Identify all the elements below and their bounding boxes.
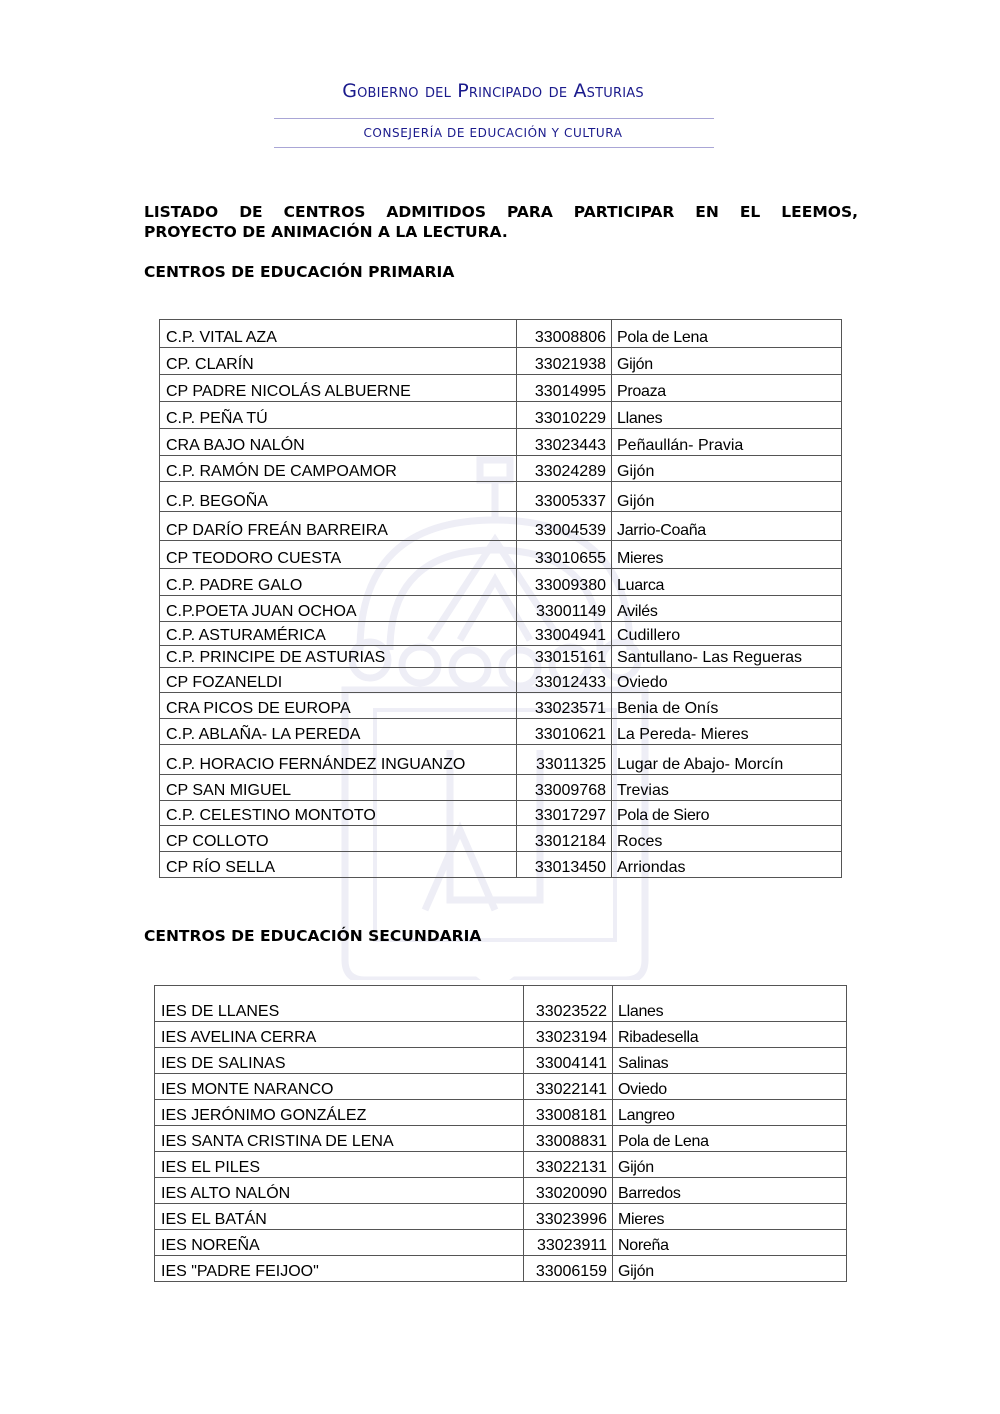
school-name-cell: CP RÍO SELLA — [160, 852, 517, 878]
school-location-cell: Pola de Lena — [613, 1126, 847, 1152]
school-name-cell: CP DARÍO FREÁN BARREIRA — [160, 512, 517, 541]
header-divider-top — [274, 118, 714, 119]
table-row — [160, 456, 842, 482]
table-row — [155, 1152, 847, 1178]
school-name-cell: IES NOREÑA — [155, 1230, 524, 1256]
school-code-cell: 33012433 — [517, 668, 612, 693]
school-code-cell: 33023996 — [524, 1204, 613, 1230]
school-location-cell: Gijón — [612, 348, 842, 375]
school-name-cell: IES JERÓNIMO GONZÁLEZ — [155, 1100, 524, 1126]
table-row — [155, 1048, 847, 1074]
school-code-cell: 33020090 — [524, 1178, 613, 1204]
school-location-cell: Lugar de Abajo- Morcín — [612, 745, 842, 775]
table-row — [155, 1074, 847, 1100]
school-code-cell: 33008831 — [524, 1126, 613, 1152]
school-name-cell: CP FOZANELDI — [160, 668, 517, 693]
school-location-cell: Pola de Siero — [612, 801, 842, 826]
table-row — [160, 596, 842, 622]
school-code-cell: 33004141 — [524, 1048, 613, 1074]
table-row — [160, 569, 842, 596]
school-code-cell: 33011325 — [517, 745, 612, 775]
school-name-cell: C.P.POETA JUAN OCHOA — [160, 596, 517, 622]
school-location-cell: Proaza — [612, 375, 842, 402]
school-name-cell: CP TEODORO CUESTA — [160, 541, 517, 569]
table-row — [160, 826, 842, 852]
school-code-cell: 33017297 — [517, 801, 612, 826]
school-location-cell: Oviedo — [612, 668, 842, 693]
school-name-cell: C.P. ASTURAMÉRICA — [160, 622, 517, 646]
document-title-line-1: LISTADO DE CENTROS ADMITIDOS PARA PARTICIPAR EN EL LEEMOS, — [144, 203, 858, 221]
school-location-cell: Llanes — [613, 986, 847, 1022]
school-location-cell: Trevias — [612, 775, 842, 801]
school-location-cell: Santullano- Las Regueras — [612, 646, 842, 668]
table-row — [160, 402, 842, 429]
school-name-cell: IES ALTO NALÓN — [155, 1178, 524, 1204]
school-location-cell: Llanes — [612, 402, 842, 429]
school-location-cell: Langreo — [613, 1100, 847, 1126]
school-code-cell: 33010621 — [517, 719, 612, 745]
school-code-cell: 33008806 — [517, 320, 612, 348]
school-code-cell: 33023194 — [524, 1022, 613, 1048]
school-location-cell: Pola de Lena — [612, 320, 842, 348]
school-name-cell: IES AVELINA CERRA — [155, 1022, 524, 1048]
department-name: CONSEJERÍA DE EDUCACIÓN Y CULTURA — [363, 126, 623, 140]
document-title — [144, 202, 858, 242]
school-location-cell: Gijón — [613, 1152, 847, 1178]
school-code-cell: 33010229 — [517, 402, 612, 429]
table-row — [155, 986, 847, 1022]
table-secundaria — [154, 985, 847, 1282]
school-code-cell: 33024289 — [517, 456, 612, 482]
school-code-cell: 33006159 — [524, 1256, 613, 1282]
table-row — [160, 693, 842, 719]
section-heading-secundaria: CENTROS DE EDUCACIÓN SECUNDARIA — [144, 927, 482, 945]
header-divider-bottom — [274, 147, 714, 148]
school-code-cell: 33021938 — [517, 348, 612, 375]
table-row — [160, 541, 842, 569]
school-location-cell: Gijón — [613, 1256, 847, 1282]
organization-name-text: Gobierno del Principado de Asturias — [342, 80, 644, 102]
school-location-cell: Salinas — [613, 1048, 847, 1074]
school-name-cell: IES SANTA CRISTINA DE LENA — [155, 1126, 524, 1152]
school-name-cell: C.P. PADRE GALO — [160, 569, 517, 596]
school-code-cell: 33009380 — [517, 569, 612, 596]
table-row — [160, 512, 842, 541]
school-location-cell: Avilés — [612, 596, 842, 622]
table-row — [160, 375, 842, 402]
table-row — [160, 745, 842, 775]
table-row — [160, 320, 842, 348]
table-row — [160, 348, 842, 375]
section-heading-primaria: CENTROS DE EDUCACIÓN PRIMARIA — [144, 263, 455, 281]
school-code-cell: 33005337 — [517, 482, 612, 512]
school-location-cell: Cudillero — [612, 622, 842, 646]
school-code-cell: 33023522 — [524, 986, 613, 1022]
school-location-cell: Gijón — [612, 456, 842, 482]
school-name-cell: CP SAN MIGUEL — [160, 775, 517, 801]
school-name-cell: IES EL PILES — [155, 1152, 524, 1178]
school-code-cell: 33015161 — [517, 646, 612, 668]
table-row — [155, 1230, 847, 1256]
table-row — [160, 801, 842, 826]
school-location-cell: Gijón — [612, 482, 842, 512]
document-title-line-2: PROYECTO DE ANIMACIÓN A LA LECTURA. — [144, 223, 508, 241]
school-name-cell: CP. CLARÍN — [160, 348, 517, 375]
school-code-cell: 33008181 — [524, 1100, 613, 1126]
table-row — [160, 668, 842, 693]
school-name-cell: C.P. HORACIO FERNÁNDEZ INGUANZO — [160, 745, 517, 775]
school-location-cell: Luarca — [612, 569, 842, 596]
school-location-cell: Oviedo — [613, 1074, 847, 1100]
table-row — [155, 1178, 847, 1204]
school-location-cell: Noreña — [613, 1230, 847, 1256]
table-row — [160, 775, 842, 801]
school-name-cell: IES EL BATÁN — [155, 1204, 524, 1230]
school-location-cell: Mieres — [612, 541, 842, 569]
school-name-cell: IES DE SALINAS — [155, 1048, 524, 1074]
school-code-cell: 33022131 — [524, 1152, 613, 1178]
school-name-cell: C.P. ABLAÑA- LA PEREDA — [160, 719, 517, 745]
school-name-cell: C.P. VITAL AZA — [160, 320, 517, 348]
school-name-cell: C.P. RAMÓN DE CAMPOAMOR — [160, 456, 517, 482]
table-primaria — [159, 319, 842, 878]
school-code-cell: 33004941 — [517, 622, 612, 646]
table-row — [155, 1126, 847, 1152]
school-code-cell: 33004539 — [517, 512, 612, 541]
school-code-cell: 33009768 — [517, 775, 612, 801]
table-row — [155, 1256, 847, 1282]
school-location-cell: La Pereda- Mieres — [612, 719, 842, 745]
table-row — [155, 1022, 847, 1048]
school-name-cell: C.P. CELESTINO MONTOTO — [160, 801, 517, 826]
school-code-cell: 33023911 — [524, 1230, 613, 1256]
school-name-cell: CRA PICOS DE EUROPA — [160, 693, 517, 719]
organization-name — [0, 80, 986, 102]
table-row — [160, 646, 842, 668]
school-code-cell: 33023571 — [517, 693, 612, 719]
school-name-cell: CP COLLOTO — [160, 826, 517, 852]
school-code-cell: 33012184 — [517, 826, 612, 852]
school-code-cell: 33013450 — [517, 852, 612, 878]
table-row — [160, 482, 842, 512]
school-name-cell: C.P. BEGOÑA — [160, 482, 517, 512]
school-location-cell: Roces — [612, 826, 842, 852]
school-name-cell: CRA BAJO NALÓN — [160, 429, 517, 456]
school-location-cell: Ribadesella — [613, 1022, 847, 1048]
school-code-cell: 33023443 — [517, 429, 612, 456]
school-code-cell: 33001149 — [517, 596, 612, 622]
school-code-cell: 33022141 — [524, 1074, 613, 1100]
table-row — [160, 852, 842, 878]
school-name-cell: CP PADRE NICOLÁS ALBUERNE — [160, 375, 517, 402]
table-row — [160, 719, 842, 745]
school-location-cell: Jarrio-Coaña — [612, 512, 842, 541]
table-row — [160, 429, 842, 456]
school-location-cell: Peñaullán- Pravia — [612, 429, 842, 456]
table-row — [160, 622, 842, 646]
school-location-cell: Barredos — [613, 1178, 847, 1204]
table-row — [155, 1204, 847, 1230]
school-name-cell: C.P. PEÑA TÚ — [160, 402, 517, 429]
school-location-cell: Benia de Onís — [612, 693, 842, 719]
school-name-cell: IES "PADRE FEIJOO" — [155, 1256, 524, 1282]
school-code-cell: 33010655 — [517, 541, 612, 569]
school-location-cell: Arriondas — [612, 852, 842, 878]
school-name-cell: IES MONTE NARANCO — [155, 1074, 524, 1100]
table-row — [155, 1100, 847, 1126]
school-code-cell: 33014995 — [517, 375, 612, 402]
school-location-cell: Mieres — [613, 1204, 847, 1230]
school-name-cell: C.P. PRINCIPE DE ASTURIAS — [160, 646, 517, 668]
school-name-cell: IES DE LLANES — [155, 986, 524, 1022]
